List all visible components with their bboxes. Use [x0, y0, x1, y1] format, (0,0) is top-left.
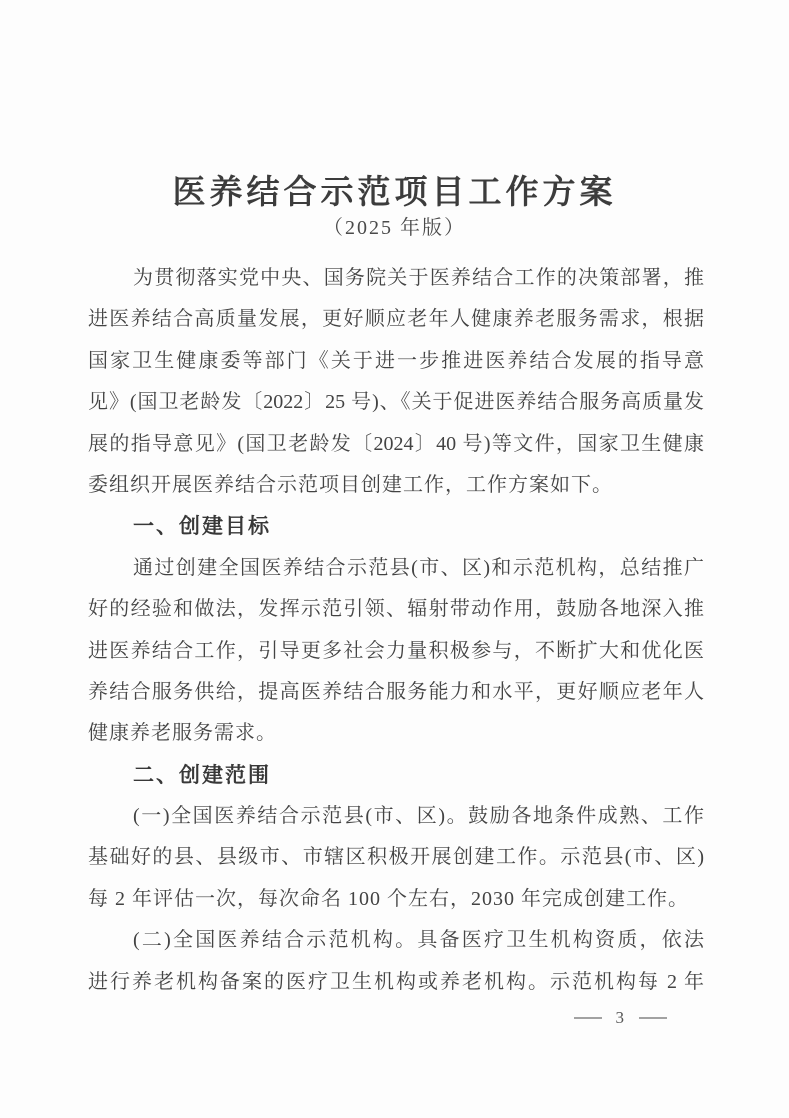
paragraph-line: 见》(国卫老龄发〔2022〕25 号)、《关于促进医养结合服务高质量发	[88, 391, 704, 414]
paragraph-line: 进医养结合工作，引导更多社会力量积极参与，不断扩大和优化医	[88, 639, 704, 662]
footer-dash-right	[639, 1017, 667, 1019]
section-heading-2: 二、创建范围	[133, 763, 271, 787]
paragraph-line: 委组织开展医养结合示范项目创建工作，工作方案如下。	[88, 473, 613, 496]
paragraph-line: 通过创建全国医养结合示范县(市、区)和示范机构，总结推广	[133, 556, 704, 579]
paragraph-line: 展的指导意见》(国卫老龄发〔2024〕40 号)等文件，国家卫生健康	[88, 432, 704, 455]
paragraph-line: (一)全国医养结合示范县(市、区)。鼓励各地条件成熟、工作	[133, 805, 704, 828]
paragraph-line: 进医养结合高质量发展，更好顺应老年人健康养老服务需求，根据	[88, 308, 704, 331]
page-number: 3	[615, 1008, 625, 1027]
footer-dash-left	[574, 1017, 602, 1019]
document-subtitle: （2025 年版）	[323, 217, 466, 239]
paragraph-line: 每 2 年评估一次，每次命名 100 个左右，2030 年完成创建工作。	[88, 887, 689, 910]
paragraph-line: 好的经验和做法，发挥示范引领、辐射带动作用，鼓励各地深入推	[88, 598, 704, 621]
paragraph-line: 进行养老机构备案的医疗卫生机构或养老机构。示范机构每 2 年	[88, 970, 704, 993]
paragraph-line: (二)全国医养结合示范机构。具备医疗卫生机构资质，依法	[133, 929, 704, 952]
paragraph-line: 国家卫生健康委等部门《关于进一步推进医养结合发展的指导意	[88, 349, 704, 372]
section-heading-1: 一、创建目标	[133, 515, 271, 539]
page-footer	[574, 1008, 668, 1028]
document-title: 医养结合示范项目工作方案	[172, 175, 617, 211]
paragraph-line: 基础好的县、县级市、市辖区积极开展创建工作。示范县(市、区)	[88, 846, 704, 869]
paragraph-line: 健康养老服务需求。	[88, 722, 277, 745]
paragraph-line: 养结合服务供给，提高医养结合服务能力和水平，更好顺应老年人	[88, 680, 704, 703]
paragraph-line: 为贯彻落实党中央、国务院关于医养结合工作的决策部署，推	[133, 267, 704, 289]
document-body	[88, 258, 704, 1003]
